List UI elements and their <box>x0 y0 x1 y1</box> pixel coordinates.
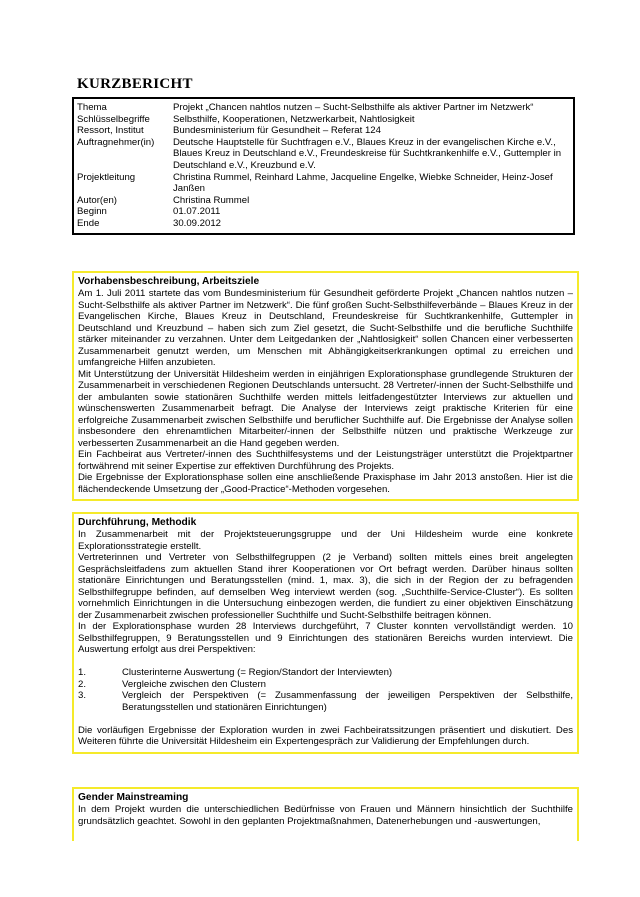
paragraph: Die Ergebnisse der Explorationsphase sollen eine anschließende Praxisphase im Jahr 2013 anstoßen. Hier ist die flächendeckende Umsetzung der „Good-Practice“-Methoden vorgesehen. <box>78 472 573 495</box>
list-item <box>78 679 573 691</box>
list-text: Vergleiche zwischen den Clustern <box>122 678 266 690</box>
table-row <box>73 195 574 207</box>
row-label-authors: Autor(en) <box>77 194 117 206</box>
row-value-ressort: Bundesministerium für Gesundheit – Referat 124 <box>173 125 381 137</box>
row-label-start: Beginn <box>77 206 107 218</box>
report-title: KURZBERICHT <box>77 76 193 92</box>
row-value-leads: Christina Rummel, Reinhard Lahme, Jacqueline Engelke, Wiebke Schneider, Heinz-Josef Janßen <box>173 171 553 195</box>
row-label-leads: Projektleitung <box>77 171 136 183</box>
row-label-end: Ende <box>77 217 100 229</box>
list-number: 2. <box>78 678 87 690</box>
row-value-keywords: Selbsthilfe, Kooperationen, Netzwerkarbeit, Nahtlosigkeit <box>173 113 415 125</box>
row-value-thema: Projekt „Chancen nahtlos nutzen – Sucht-Selbsthilfe als aktiver Partner im Netzwerk“ <box>173 102 534 113</box>
row-label-contractor: Auftragnehmer(in) <box>77 136 155 148</box>
row-value-start: 01.07.2011 <box>173 206 221 218</box>
table-row <box>73 206 574 218</box>
list-item <box>78 690 573 713</box>
section-heading: Vorhabensbeschreibung, Arbeitsziele <box>78 276 260 287</box>
list-text: Clusterinterne Auswertung (= Region/Standort der Interviewten) <box>122 667 393 678</box>
list-number: 3. <box>78 690 87 701</box>
row-value-end: 30.09.2012 <box>173 217 222 229</box>
paragraph: Vertreterinnen und Vertreter von Selbsthilfegruppen (2 je Verband) sollten mittels eines breit angelegten Gesprächsleitfadens zum aktuellen Stand ihrer Kooperationen vor Ort befragt werden. Darüber hinaus sollten stationäre Einrichtungen und Beratungsstellen (mind. 1, max. 3), die sich in der Region der zu befragenden Selbsthilfegruppe befinden, auf demselben Weg interviewt werden (sog. „Suchthilfe-Service-Cluster“). Es sollten vornehmlich Einrichtungen in die Untersuchung einbezogen werden, die fundiert zu einer objektiven Einschätzung der Zusammenarbeit zwischen professioneller Suchthilfe und Sucht-Selbsthilfe beitragen können. <box>78 552 573 621</box>
table-row <box>73 137 574 172</box>
project-info-table <box>72 97 575 235</box>
table-row <box>73 218 574 234</box>
table-row <box>73 125 574 137</box>
row-value-contractor: Deutsche Hauptstelle für Suchtfragen e.V., Blaues Kreuz in der evangelischen Kirche e.V., Blaues Kreuz in Deutschland e.V., Freundeskreise für Suchtkrankenhilfe e.V., Guttempler in Deutschland e.V., Kreuzbund e.V. <box>173 136 562 171</box>
paragraph: Ein Fachbeirat aus Vertreter/-innen des Suchthilfesystems und der Leistungsträger unterstützt die Projektpartner fortwährend mit seiner Expertise zur effektiven Durchführung des Projekts. <box>78 449 573 472</box>
list-number: 1. <box>78 667 87 678</box>
row-label-ressort: Ressort, Institut <box>77 125 144 137</box>
paragraph: Mit Unterstützung der Universität Hildesheim werden in einjährigen Explorationsphase grundlegende Strukturen der Zusammenarbeit in verschiedenen Regionen Deutschlands untersucht. 28 Vertreter/-innen der Sucht-Selbsthilfe und der ambulanten sowie stationären Suchthilfe werden mittels leitfadengestützter Interviews zur aktuellen und wünschenswerten Zusammenarbeit befragt. Die Analyse der Interviews zeigt praktische Kriterien für eine erfolgreiche Zusammenarbeit zwischen Selbsthilfe und beruflicher Suchthilfe auf. Die Ergebnisse der Analyse sollen insbesondere den ehrenamtlichen Mitarbeiter/-innen der Selbsthilfe nützen und praktische Werkzeuge zur verbesserten Zusammenarbeit an die Hand gegeben werden. <box>78 368 573 449</box>
section-heading: Durchführung, Methodik <box>78 517 197 528</box>
paragraph: In Zusammenarbeit mit der Projektsteuerungsgruppe und der Uni Hildesheim wurde eine konkrete Explorationsstrategie erstellt. <box>78 529 573 552</box>
paragraph: In dem Projekt wurden die unterschiedlichen Bedürfnisse von Frauen und Männern hinsichtlich der Suchthilfe grundsätzlich geachtet. Sowohl in den geplanten Projektmaßnahmen, Datenerhebungen und -auswertungen, <box>78 804 573 827</box>
table-row <box>73 114 574 126</box>
paragraph: Am 1. Juli 2011 startete das vom Bundesministerium für Gesundheit geförderte Projekt „Chancen nahtlos nutzen – Sucht-Selbsthilfe als aktiver Partner im Netzwerk“. Die fünf großen Sucht-Selbsthilfeverbände – Blaues Kreuz in der Evangelischen Kirche, Blaues Kreuz in Deutschland, Freundeskreise für Suchtkrankenhilfe, Guttempler in Deutschland und Kreuzbund – haben sich zum Ziel gesetzt, die Sucht-Selbsthilfe und die berufliche Suchthilfe stärker miteinander zu verzahnen. Unter dem Leitgedanken der „Nahtlosigkeit“ sollen Chancen einer verbesserten Zusammenarbeit genutzt werden, um Menschen mit Abhängigkeitserkrankungen optimal zu erreichen und umfangreiche Hilfen anzubieten. <box>78 288 573 368</box>
row-value-authors: Christina Rummel <box>173 194 250 206</box>
list-text: Vergleich der Perspektiven (= Zusammenfassung der jeweiligen Perspektiven der Selbsthilfe, Beratungsstellen und stationären Einrichtungen) <box>122 690 573 713</box>
table-row <box>73 172 574 195</box>
section-methodology <box>72 512 579 754</box>
table-row <box>73 98 574 114</box>
paragraph: Die vorläufigen Ergebnisse der Exploration wurden in zwei Fachbeiratssitzungen präsentiert und diskutiert. Des Weiteren führte die Universität Hildesheim ein Expertengespräch zur Validierung der Empfehlungen durch. <box>78 724 573 747</box>
paragraph: In der Explorationsphase wurden 28 Interviews durchgeführt, 7 Cluster konnten vervollständigt werden. 10 Selbsthilfegruppen, 9 Beratungsstellen und 9 Einrichtungen des stationären Bereichs wurden interviewt. Die Auswertung erfolgt aus drei Perspektiven: <box>78 621 573 655</box>
section-gender <box>72 787 579 841</box>
section-objectives <box>72 271 579 501</box>
row-label-thema: Thema <box>77 102 107 113</box>
row-label-keywords: Schlüsselbegriffe <box>77 113 150 125</box>
list-item <box>78 667 573 679</box>
section-heading: Gender Mainstreaming <box>78 792 189 803</box>
